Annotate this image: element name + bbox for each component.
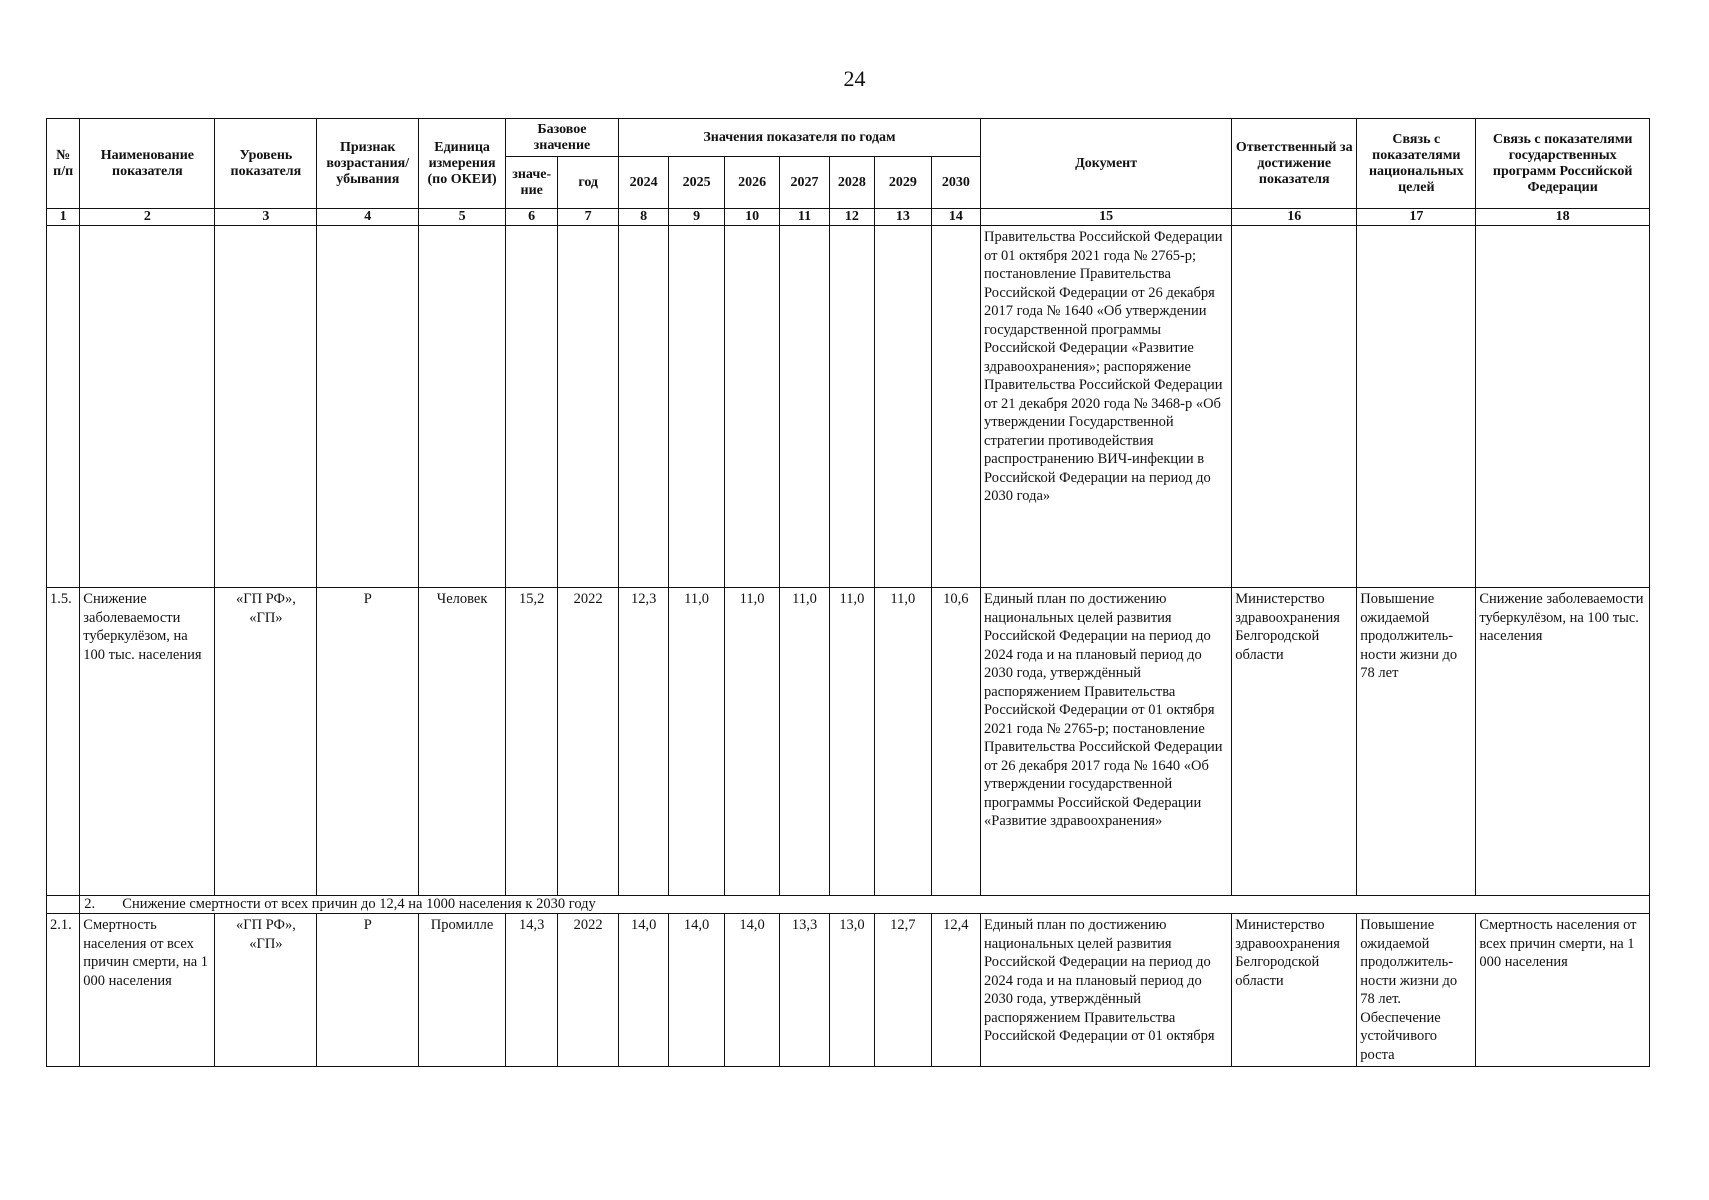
document-cell: Правительства Российской Федерации от 01 октября 2021 года № 2765-р; постановление Правительства Российской Федерации от 26 декабря 2017 года № 1640 «Об утверждении государственной программы Российской Федерации «Развитие здравоохранения»; распоряжение Правительства Российской Федерации от 21 декабря 2020 года № 3468-р «Об утверждении Государственной стратегии противодействия распространению ВИЧ-инфекции в Российской Федерации на период до 2030 года» (981, 226, 1232, 588)
header-num: № п/п (47, 119, 80, 209)
header-year: 2026 (724, 157, 779, 209)
state-programs-cell: Снижение заболеваемости туберкулёзом, на 100 тыс. населения (1476, 588, 1650, 896)
section-title-text: Снижение смертности от всех причин до 12,4 на 1000 населения к 2030 году (122, 896, 596, 912)
column-number: 8 (618, 209, 668, 226)
document-cell: Единый план по достижению национальных целей развития Российской Федерации на период до 2024 года и на плановый период до 2030 года, утверждённый распоряжением Правительства Российской Федерации от 01 октября (981, 914, 1232, 1067)
table-row (47, 588, 1650, 896)
indicator-sign: Р (317, 914, 419, 1067)
table-row-continuation (47, 226, 1650, 588)
section-number: 2. (84, 896, 96, 912)
national-goals-cell: Повышение ожидаемой продолжитель-ности жизни до 78 лет. Обеспечение устойчивого роста (1357, 914, 1476, 1067)
indicators-table (46, 118, 1650, 1067)
year-value: 13,0 (829, 914, 874, 1067)
header-base: Базовое значение (505, 119, 618, 157)
column-number: 4 (317, 209, 419, 226)
header-base-value: значе-ние (505, 157, 557, 209)
page-number: 24 (843, 66, 866, 91)
responsible-cell: Министерство здравоохранения Белгородской области (1232, 588, 1357, 896)
column-number: 9 (669, 209, 724, 226)
year-value: 11,0 (829, 588, 874, 896)
year-value: 10,6 (931, 588, 980, 896)
header-document: Документ (981, 119, 1232, 209)
base-year: 2022 (558, 914, 619, 1067)
header-year: 2028 (829, 157, 874, 209)
column-number: 1 (47, 209, 80, 226)
indicator-name: Снижение заболеваемости туберкулёзом, на 100 тыс. населения (80, 588, 215, 896)
section-title (80, 896, 1650, 914)
base-year: 2022 (558, 588, 619, 896)
year-value: 11,0 (875, 588, 931, 896)
column-number: 18 (1476, 209, 1650, 226)
year-value: 11,0 (780, 588, 829, 896)
year-value: 14,0 (724, 914, 779, 1067)
column-number: 10 (724, 209, 779, 226)
state-programs-cell: Смертность населения от всех причин смерти, на 1 000 населения (1476, 914, 1650, 1067)
column-number: 5 (419, 209, 506, 226)
indicator-name: Смертность населения от всех причин смерти, на 1 000 населения (80, 914, 215, 1067)
year-value: 12,4 (931, 914, 980, 1067)
column-number: 2 (80, 209, 215, 226)
column-number: 13 (875, 209, 931, 226)
responsible-cell: Министерство здравоохранения Белгородской области (1232, 914, 1357, 1067)
national-goals-cell: Повышение ожидаемой продолжитель-ности жизни до 78 лет (1357, 588, 1476, 896)
header-unit: Единица измерения (по ОКЕИ) (419, 119, 506, 209)
document-cell: Единый план по достижению национальных целей развития Российской Федерации на период до 2024 года и на плановый период до 2030 года, утверждённый распоряжением Правительства Российской Федерации от 01 октября 2021 года № 2765-р; постановление Правительства Российской Федерации от 26 декабря 2017 года № 1640 «Об утверждении государственной программы Российской Федерации «Развитие здравоохранения» (981, 588, 1232, 896)
header-responsible: Ответственный за достижение показателя (1232, 119, 1357, 209)
table-row (47, 914, 1650, 1067)
header-values-by-year: Значения показателя по годам (618, 119, 980, 157)
header-base-year: год (558, 157, 619, 209)
column-number: 17 (1357, 209, 1476, 226)
column-number: 14 (931, 209, 980, 226)
column-number: 6 (505, 209, 557, 226)
year-value: 12,3 (618, 588, 668, 896)
header-year: 2025 (669, 157, 724, 209)
base-value: 14,3 (505, 914, 557, 1067)
header-year: 2024 (618, 157, 668, 209)
base-value: 15,2 (505, 588, 557, 896)
header-state-programs: Связь с показателями государственных программ Российской Федерации (1476, 119, 1650, 209)
section-row (47, 896, 1650, 914)
header-year: 2027 (780, 157, 829, 209)
row-number: 1.5. (47, 588, 80, 896)
column-number: 3 (215, 209, 317, 226)
year-value: 11,0 (669, 588, 724, 896)
indicator-level: «ГП РФ», «ГП» (215, 588, 317, 896)
header-name: Наименование показателя (80, 119, 215, 209)
column-number: 7 (558, 209, 619, 226)
header-year: 2029 (875, 157, 931, 209)
column-number: 11 (780, 209, 829, 226)
column-number: 16 (1232, 209, 1357, 226)
year-value: 14,0 (618, 914, 668, 1067)
header-year: 2030 (931, 157, 980, 209)
header-level: Уровень показателя (215, 119, 317, 209)
row-number: 2.1. (47, 914, 80, 1067)
indicator-unit: Промилле (419, 914, 506, 1067)
year-value: 13,3 (780, 914, 829, 1067)
indicator-unit: Человек (419, 588, 506, 896)
indicator-sign: Р (317, 588, 419, 896)
year-value: 14,0 (669, 914, 724, 1067)
column-number: 12 (829, 209, 874, 226)
indicator-level: «ГП РФ», «ГП» (215, 914, 317, 1067)
year-value: 11,0 (724, 588, 779, 896)
header-sign: Признак возрастания/ убывания (317, 119, 419, 209)
year-value: 12,7 (875, 914, 931, 1067)
column-number: 15 (981, 209, 1232, 226)
header-national-goals: Связь с показателями национальных целей (1357, 119, 1476, 209)
